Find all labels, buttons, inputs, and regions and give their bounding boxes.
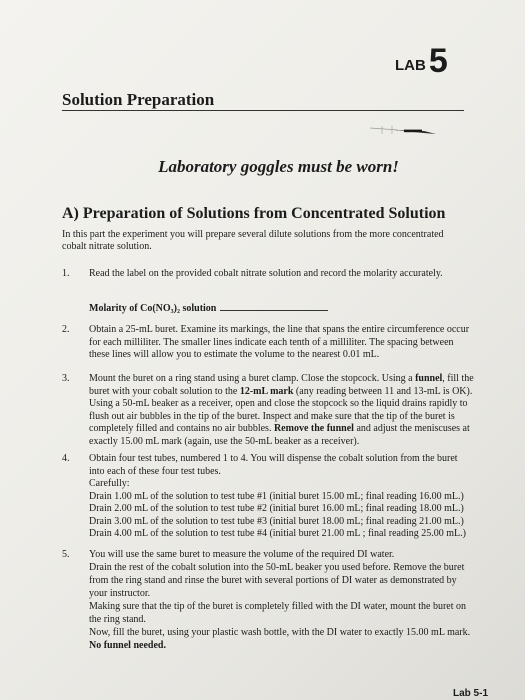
step-number: 4. — [62, 453, 70, 464]
pipette-icon — [368, 122, 438, 142]
molarity-field — [89, 302, 328, 314]
molarity-blank-line — [220, 302, 328, 311]
molarity-label: Molarity of Co(NO₃)₂ solution — [89, 303, 217, 314]
safety-warning-text: Laboratory goggles must be worn! — [158, 157, 399, 176]
step-number: 2. — [62, 324, 70, 335]
step-number: 5. — [62, 549, 70, 560]
drain-line-1: Drain 1.00 mL of the solution to test tube #1 (initial buret 15.00 mL; final reading 16.00 mL.) — [89, 490, 464, 502]
section-a-intro: In this part the experiment you will prepare several dilute solutions from the more concentrated cobalt nitrate solution. — [62, 229, 444, 252]
drain-line-2: Drain 2.00 mL of the solution to test tube #2 (initial buret 16.00 mL; final reading 18.00 mL.) — [89, 503, 464, 514]
step-number: 3. — [62, 373, 70, 384]
drain-line-4: Drain 4.00 mL of the solution to test tube #4 (initial buret 21.00 mL ; final reading 25.00 mL.) — [89, 528, 466, 539]
step-number: 1. — [62, 268, 70, 279]
step-text: Obtain four test tubes, numbered 1 to 4. You will dispense the cobalt solution from the buret into each of these four test tubes. — [89, 453, 458, 477]
step-line-3: Making sure that the tip of the buret is completely filled with the DI water, mount the buret on the ring stand. — [89, 601, 467, 625]
lab-number: 5 — [428, 42, 448, 80]
step-body — [89, 548, 474, 652]
lab-badge — [395, 42, 448, 80]
title-underline — [62, 110, 464, 111]
safety-warning — [0, 157, 525, 177]
step-body — [89, 453, 474, 541]
lab-word: LAB — [395, 57, 426, 74]
page-footer: Lab 5-1 — [453, 688, 489, 699]
section-a-heading: A) Preparation of Solutions from Concentrated Solution — [62, 205, 446, 222]
step-text: Mount the buret on a ring stand using a buret clamp. Close the stopcock. Using a funnel, fill the buret with your cobalt solution to the 12-mL mark (any reading between 11 and 13-mL is OK). Using a 50-mL beaker as a receiver, open and close the stopcock so the liquid drains rapidly to flush out air bubbles in the tip of the buret. Inspect and make sure that the tip of the buret is completely filled and contains no air bubbles. Remove the funnel and adjust the meniscuses at exactly 15.00 mL mark (again, use the 50-mL beaker as a receiver). — [89, 373, 474, 447]
step-line-1: You will use the same buret to measure the volume of the required DI water. — [89, 549, 395, 560]
page-title: Solution Preparation — [62, 90, 215, 109]
step-text: Obtain a 25-mL buret. Examine its markings, the line that spans the entire circumference occur for each milliliter. The smaller lines indicate each tenth of a milliliter. The spacing between these lines will allow you to estimate the volume to the nearest 0.01 mL. — [89, 324, 470, 360]
step-line-2: Drain the rest of the cobalt solution into the 50-mL beaker you used before. Remove the buret from the ring stand and rinse the buret with several portions of DI water as demonstrated by your instructor. — [89, 562, 465, 599]
drain-line-3: Drain 3.00 mL of the solution to test tube #3 (initial buret 18.00 mL; final reading 21.00 mL.) — [89, 515, 464, 527]
step-text: Read the label on the provided cobalt nitrate solution and record the molarity accurately. — [89, 268, 443, 279]
carefully-label: Carefully: — [89, 478, 130, 489]
step-line-4: Now, fill the buret, using your plastic wash bottle, with the DI water to exactly 15.00 mL mark. No funnel needed. — [89, 627, 471, 651]
